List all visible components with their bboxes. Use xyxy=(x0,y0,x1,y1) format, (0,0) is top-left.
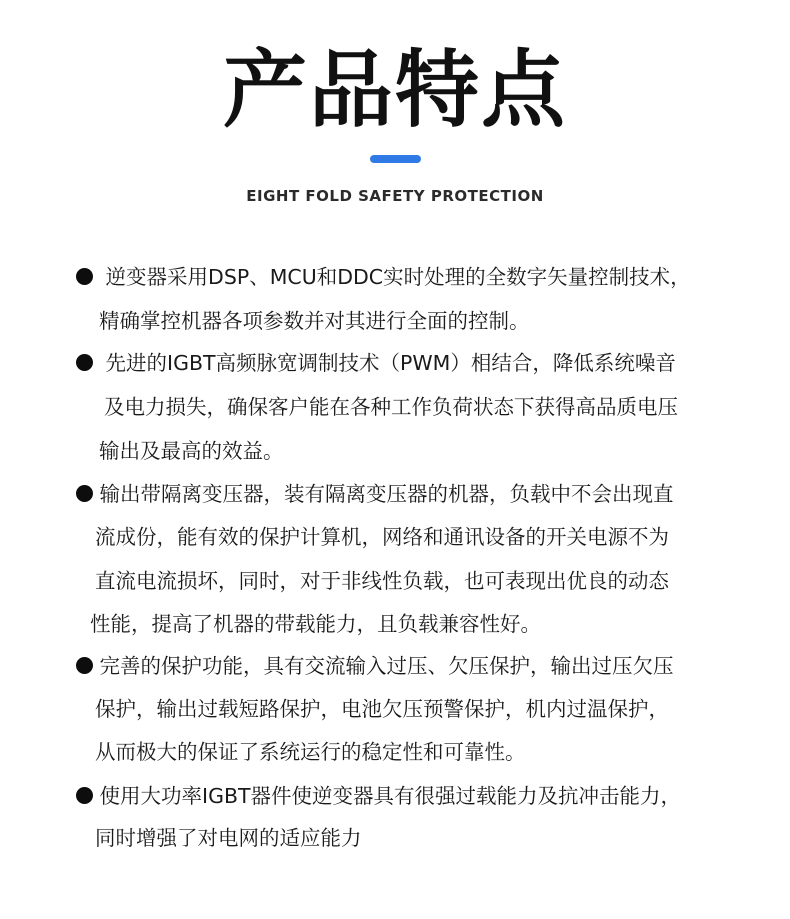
feature-5-line-1 xyxy=(76,781,681,811)
feature-text: 完善的保护功能，具有交流输入过压、欠压保护，输出过压欠压 xyxy=(99,654,674,678)
bullet-icon xyxy=(76,485,93,502)
feature-4-line-2: 保护，输出过载短路保护，电池欠压预警保护，机内过温保护， xyxy=(95,697,669,721)
bullet-icon xyxy=(76,354,93,371)
feature-4-line-3: 从而极大的保证了系统运行的稳定性和可靠性。 xyxy=(95,740,526,764)
bullet-icon xyxy=(76,787,93,804)
feature-3-line-1 xyxy=(76,479,674,509)
feature-text: 先进的IGBT高频脉宽调制技术（PWM）相结合，降低系统噪音 xyxy=(105,351,676,375)
feature-4-line-1 xyxy=(76,651,674,681)
feature-3-line-3: 直流电流损坏，同时，对于非线性负载，也可表现出优良的动态 xyxy=(95,569,669,593)
feature-3-line-2: 流成份，能有效的保护计算机，网络和通讯设备的开关电源不为 xyxy=(95,525,669,549)
feature-5-line-2: 同时增强了对电网的适应能力 xyxy=(95,826,362,850)
feature-text: 逆变器采用DSP、MCU和DDC实时处理的全数字矢量控制技术， xyxy=(105,265,691,289)
feature-2-line-1 xyxy=(76,348,676,378)
feature-3-line-4: 性能，提高了机器的带载能力，且负载兼容性好。 xyxy=(90,612,541,636)
feature-2-line-2: 及电力损失，确保客户能在各种工作负荷状态下获得高品质电压 xyxy=(104,395,678,419)
page-subtitle: EIGHT FOLD SAFETY PROTECTION xyxy=(246,187,544,205)
bullet-icon xyxy=(76,657,93,674)
feature-text: 使用大功率IGBT器件使逆变器具有很强过载能力及抗冲击能力， xyxy=(99,784,682,808)
feature-2-line-3: 输出及最高的效益。 xyxy=(99,439,284,463)
page-title: 产品特点 xyxy=(222,41,567,139)
feature-1-line-1 xyxy=(76,262,691,292)
title-accent-bar xyxy=(370,155,421,163)
feature-text: 输出带隔离变压器，装有隔离变压器的机器，负载中不会出现直 xyxy=(99,482,674,506)
feature-1-line-2: 精确掌控机器各项参数并对其进行全面的控制。 xyxy=(99,309,530,333)
bullet-icon xyxy=(76,268,93,285)
